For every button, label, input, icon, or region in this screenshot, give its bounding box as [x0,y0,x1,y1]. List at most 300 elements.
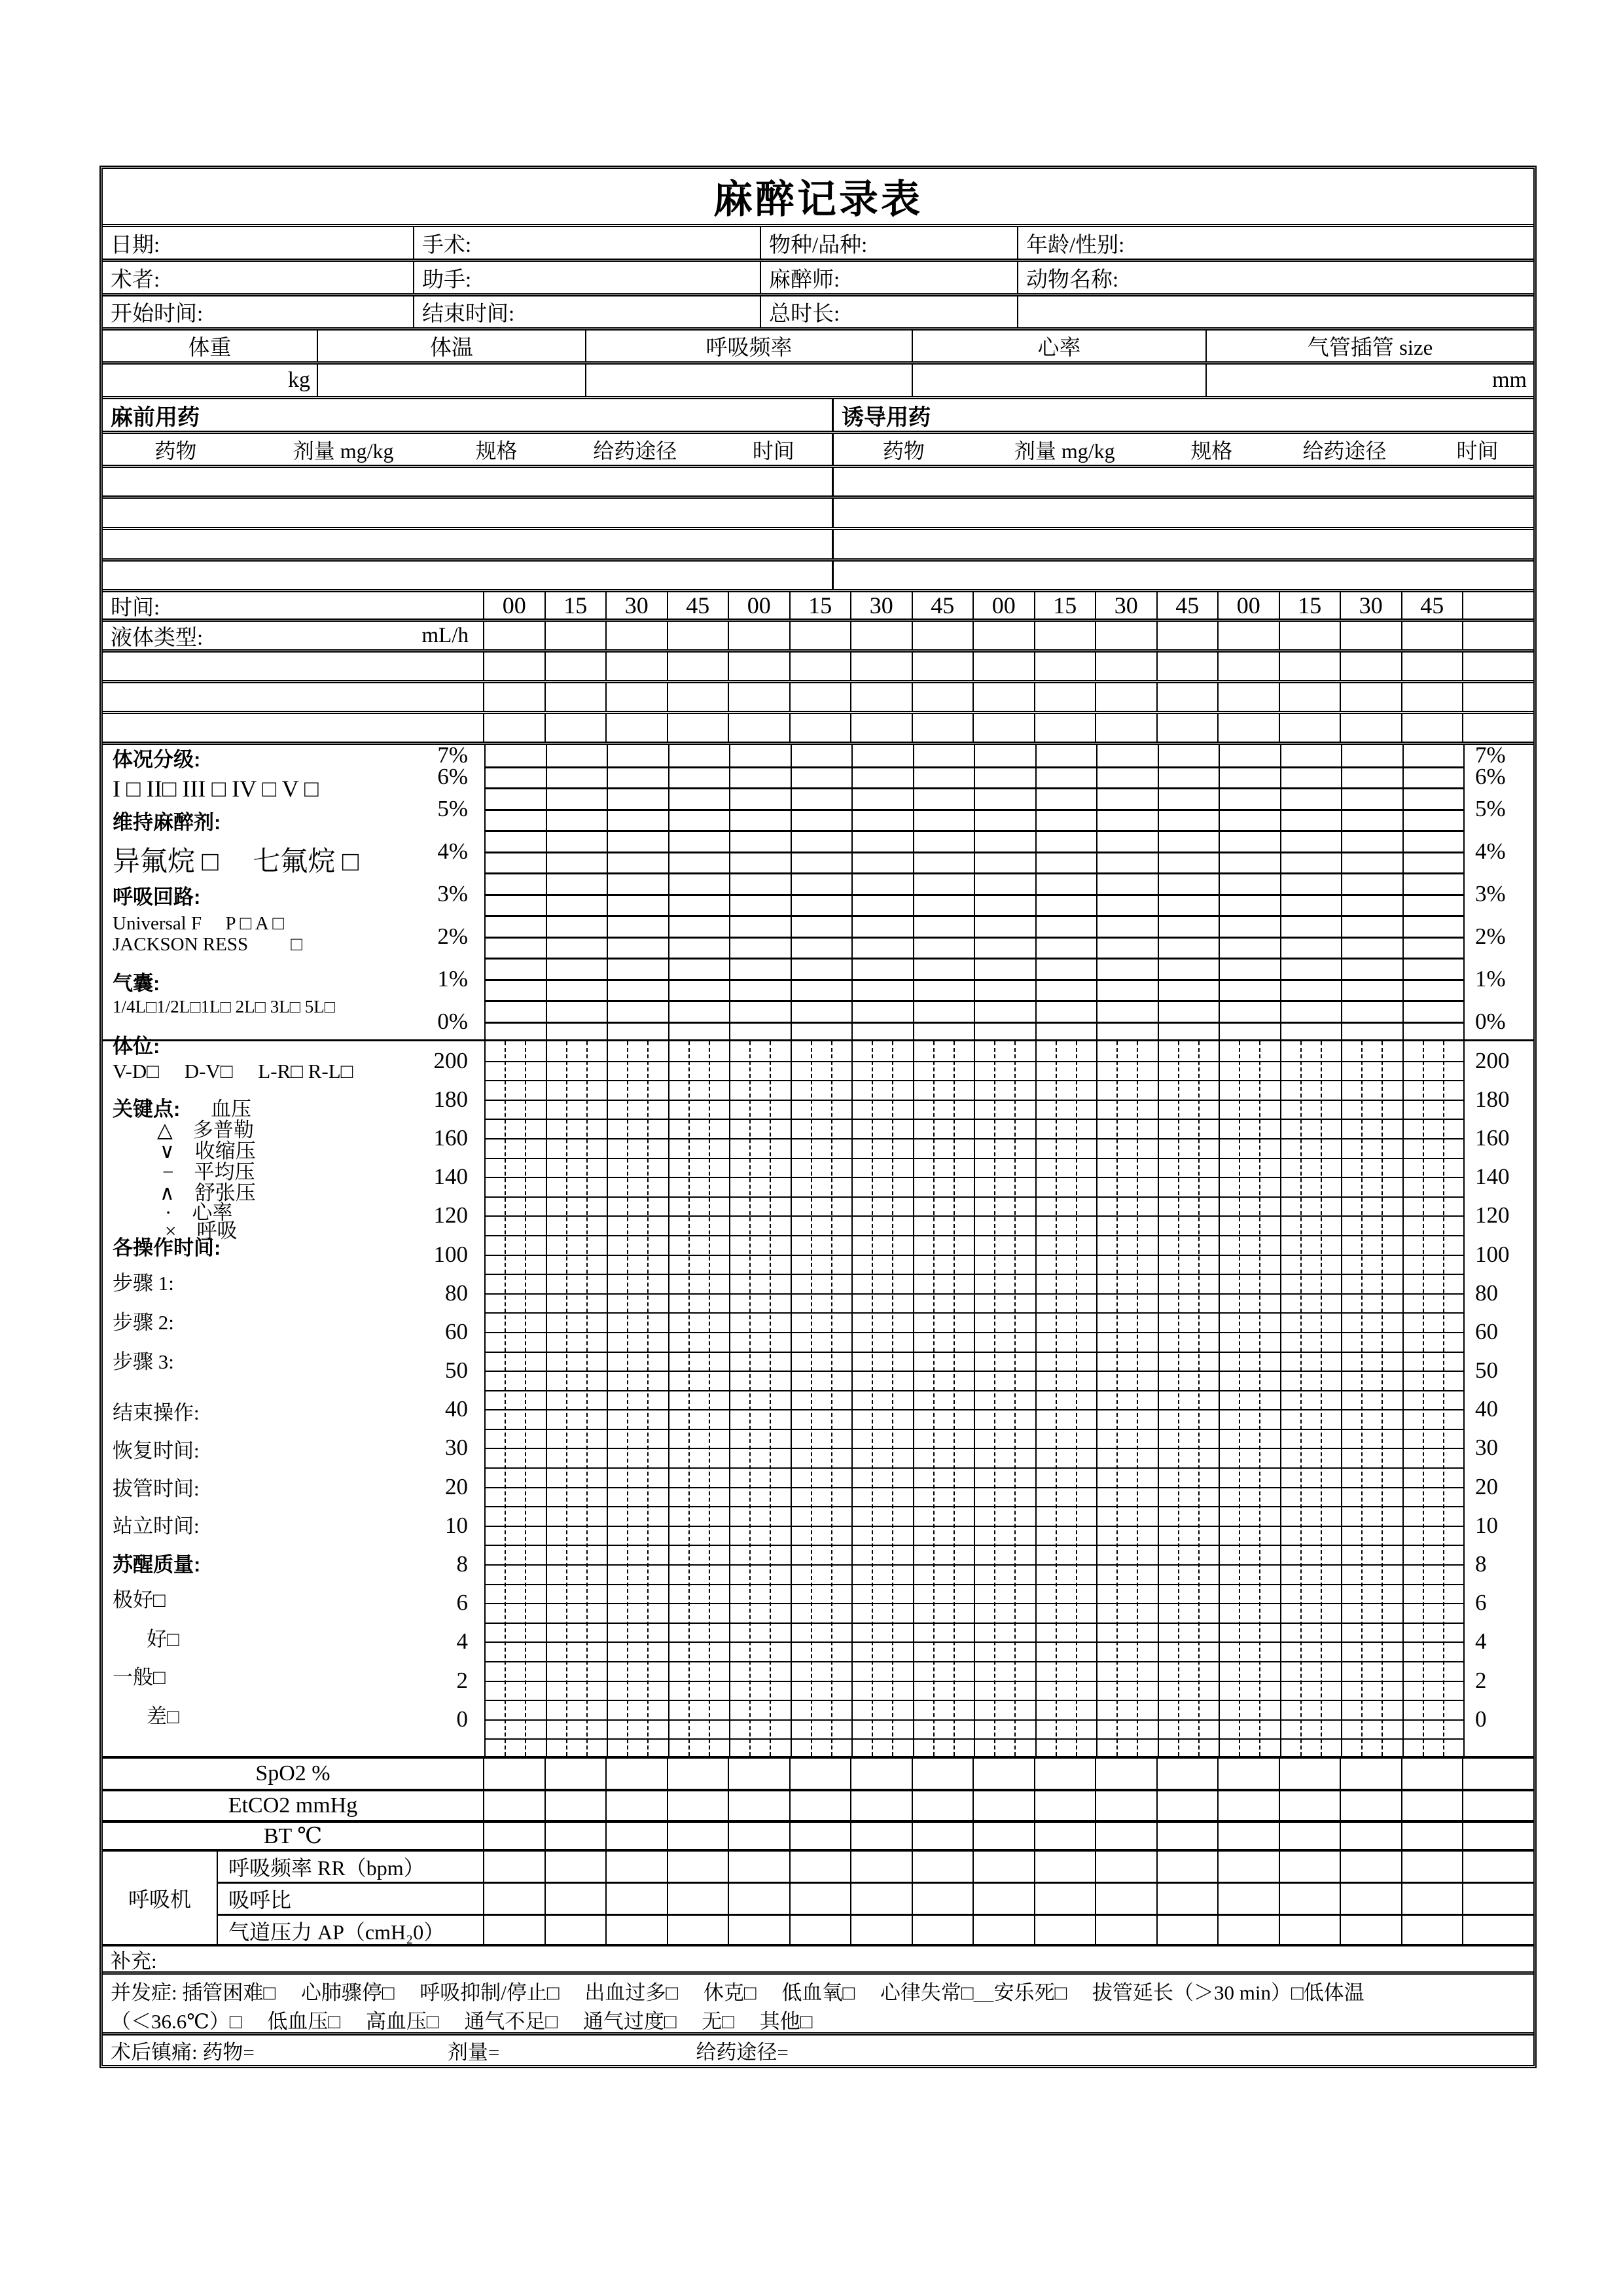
grid-cell[interactable] [791,1823,852,1849]
grid-cell[interactable] [546,714,607,742]
grid-cell[interactable] [1158,622,1219,649]
time-slot-cell[interactable]: 45 [1158,592,1219,619]
grid-cell[interactable] [729,622,791,649]
drug-column-header: 给药途径 [593,439,677,463]
time-slot-cell[interactable]: 45 [913,592,974,619]
postop-analgesia-row [103,2032,1533,2065]
grid-cell[interactable] [1158,1852,1219,1882]
grid-cell[interactable] [974,714,1035,742]
grid-cell[interactable] [974,622,1035,649]
postop-route-label[interactable]: 给药途径= [696,2041,789,2064]
time-slot-cells [484,592,1533,619]
grid-cell[interactable] [729,1791,791,1820]
induction-entry-cell[interactable] [834,562,1533,589]
grid-cell[interactable] [1280,1823,1342,1849]
grid-cell[interactable] [1463,1916,1533,1946]
grid-cell[interactable] [1096,622,1158,649]
grid-cell[interactable] [729,1823,791,1849]
grid-cell[interactable] [974,1916,1035,1946]
grid-cell[interactable] [791,622,852,649]
chart-scale-label: 60 [1475,1318,1498,1344]
sidebar-checkbox-line[interactable]: 1/4L□1/2L□1L□ 2L□ 3L□ 5L□ [113,997,336,1016]
grid-cell[interactable] [1158,1759,1219,1789]
grid-cell[interactable] [1341,683,1402,711]
percent-scale-label: 5% [437,795,468,821]
grid-cell[interactable] [913,622,974,649]
sidebar-checkbox-line[interactable]: JACKSON RESS □ [113,934,302,955]
grid-cell[interactable] [791,1916,852,1946]
grid-cell[interactable] [1402,622,1464,649]
grid-cell[interactable] [1096,1791,1158,1820]
grid-cell[interactable] [1035,1852,1097,1882]
extra-row-cells [484,714,1533,742]
chart-grid-dashed-line [770,1041,771,1756]
premed-entry-cell[interactable] [103,468,834,495]
grid-cell[interactable] [607,622,668,649]
grid-cell[interactable] [1341,1823,1402,1849]
percent-scale-label: 2% [437,923,468,949]
grid-cell[interactable] [1402,1791,1464,1820]
grid-cell[interactable] [546,1791,607,1820]
sidebar-text: 拔管时间: [113,1477,200,1500]
grid-cell[interactable] [546,1884,607,1914]
grid-cell[interactable] [1341,1759,1402,1789]
grid-cell[interactable] [1402,714,1464,742]
grid-cell[interactable] [484,714,546,742]
grid-cell[interactable] [607,1852,668,1882]
drug-subheader-row [103,431,1533,465]
grid-cell[interactable] [1219,622,1280,649]
grid-cell[interactable] [1158,1916,1219,1946]
grid-cell[interactable] [668,1823,730,1849]
premed-entry-cell[interactable] [103,530,834,558]
grid-cell[interactable] [1096,683,1158,711]
left-sidebar-notes [103,742,484,1756]
grid-cell[interactable] [913,653,974,680]
grid-cell[interactable] [1280,1791,1342,1820]
grid-cell[interactable] [1463,622,1533,649]
postop-dose-label[interactable]: 剂量= [447,2041,500,2064]
grid-cell[interactable] [1463,653,1533,680]
chart-grid-column-line [851,1041,853,1756]
chart-grid-dashed-line [1361,1041,1363,1756]
grid-cell[interactable] [1219,714,1280,742]
grid-cell[interactable] [484,622,546,649]
grid-cell[interactable] [1219,683,1280,711]
grid-cell[interactable] [791,1852,852,1882]
time-slot-cell[interactable]: 00 [974,592,1035,619]
grid-cell[interactable] [1158,714,1219,742]
premed-entry-cell[interactable] [103,499,834,527]
grid-cell[interactable] [1158,1823,1219,1849]
grid-cell[interactable] [729,1916,791,1946]
sidebar-checkbox-line[interactable]: 异氟烷 □ 七氟烷 □ [113,847,359,877]
grid-cell[interactable] [1280,653,1342,680]
grid-cell[interactable] [1402,1759,1464,1789]
time-slot-cell[interactable]: 00 [484,592,546,619]
grid-cell[interactable] [1341,653,1402,680]
grid-cell[interactable] [1035,653,1097,680]
grid-cell[interactable] [484,1791,546,1820]
grid-cell[interactable] [729,1884,791,1914]
time-slot-cell[interactable]: 30 [851,592,913,619]
grid-cell[interactable] [791,1759,852,1789]
grid-cell[interactable] [851,1759,913,1789]
grid-cell[interactable] [1096,1823,1158,1849]
grid-cell[interactable] [1035,622,1097,649]
grid-cell[interactable] [1219,653,1280,680]
grid-cell[interactable] [1463,1823,1533,1849]
grid-cell[interactable] [851,1916,913,1946]
sidebar-checkbox-line[interactable]: I □ II□ III □ IV □ V □ [113,776,319,802]
drug-column-header: 时间 [1456,439,1499,463]
grid-cell[interactable] [1463,1791,1533,1820]
grid-cell[interactable] [1219,1852,1280,1882]
grid-cell[interactable] [791,714,852,742]
chart-grid-dashed-line [892,1041,893,1756]
grid-cell[interactable] [791,1884,852,1914]
sidebar-checkbox-line[interactable]: V-D□ D-V□ L-R□ R-L□ [113,1060,353,1083]
chart-grid-dashed-line [1423,1041,1424,1756]
grid-cell[interactable] [1219,1916,1280,1946]
vitals-units-row [103,361,1533,396]
supplement-label[interactable]: 补充: [111,1949,157,1973]
chart-grid-area[interactable] [484,1041,1463,1756]
induction-entry-cell[interactable] [834,530,1533,558]
grid-cell[interactable] [913,714,974,742]
anesthetist-field[interactable]: 麻醉师: [761,262,1018,293]
grid-cell[interactable] [546,1852,607,1882]
grid-cell[interactable] [546,622,607,649]
grid-cell[interactable] [1096,714,1158,742]
extra-row-label-cell[interactable] [103,653,484,680]
total-duration-field[interactable]: 总时长: [761,296,1018,327]
premed-entry-cell[interactable] [103,562,834,589]
grid-cell[interactable] [791,683,852,711]
grid-cell[interactable] [1463,1884,1533,1914]
drug-column-header: 规格 [475,439,518,463]
grid-cell[interactable] [913,1759,974,1789]
grid-cell[interactable] [1219,1791,1280,1820]
time-slot-cell[interactable]: 15 [791,592,852,619]
percent-scale-label: 3% [437,880,468,906]
etco2-label: EtCO2 mmHg [103,1791,484,1820]
grid-cell[interactable] [1035,683,1097,711]
complications-line2[interactable]: （＜36.6℃）□ 低血压□ 高血压□ 通气不足□ 通气过度□ 无□ 其他□ [111,2010,813,2033]
grid-cell[interactable] [1096,1916,1158,1946]
assistant-field[interactable]: 助手: [414,262,761,293]
fluid-type-label-cell[interactable] [103,622,484,649]
grid-cell[interactable] [1341,1791,1402,1820]
chart-scale-label: 100 [433,1241,468,1267]
induction-subheader [834,434,1533,465]
grid-cell[interactable] [729,1759,791,1789]
extra-grid-row [103,711,1533,742]
time-slot-cell[interactable]: 30 [1096,592,1158,619]
bt-row [103,1820,1533,1849]
grid-cell[interactable] [1035,1884,1097,1914]
grid-cell[interactable] [546,683,607,711]
percent-grid-column-line [1219,745,1220,1039]
grid-cell[interactable] [1341,1916,1402,1946]
drug-column-header: 时间 [752,439,794,463]
grid-cell[interactable] [607,714,668,742]
sidebar-checkbox-line[interactable]: Universal F P □ A □ [113,913,284,934]
sidebar-text: − 平均压 [162,1160,255,1183]
animal-name-field[interactable]: 动物名称: [1026,268,1119,292]
weight-header: 体重 [103,331,318,361]
extra-row-label-cell[interactable] [103,714,484,742]
grid-cell[interactable] [607,1759,668,1789]
chart-scale-label: 100 [1475,1241,1510,1267]
sidebar-section-heading: 体位: [113,1035,160,1058]
chart-scale-label: 40 [445,1396,468,1422]
grid-cell[interactable] [851,622,913,649]
grid-cell[interactable] [1158,1884,1219,1914]
grid-cell[interactable] [974,1884,1035,1914]
grid-cell[interactable] [1280,683,1342,711]
grid-cell[interactable] [851,1852,913,1882]
grid-cell[interactable] [1463,1852,1533,1882]
chart-grid-dashed-line [1239,1041,1240,1756]
grid-cell[interactable] [1096,1759,1158,1789]
spo2-cells [484,1759,1533,1789]
info-row3-blank-cell[interactable] [1018,296,1533,327]
grid-cell[interactable] [1096,1884,1158,1914]
grid-cell[interactable] [913,1852,974,1882]
grid-cell[interactable] [607,1823,668,1849]
time-slot-cell[interactable]: 00 [729,592,791,619]
grid-cell[interactable] [607,683,668,711]
grid-cell[interactable] [484,1852,546,1882]
grid-cell[interactable] [851,653,913,680]
grid-cell[interactable] [668,622,730,649]
grid-cell[interactable] [1035,1791,1097,1820]
grid-cell[interactable] [1402,1884,1464,1914]
ventilator-ie-cells [484,1884,1533,1914]
grid-cell[interactable] [668,1884,730,1914]
sidebar-section-heading: 呼吸回路: [113,886,201,908]
heart-rate-value-cell[interactable] [913,365,1207,396]
drug-row [103,495,1533,527]
surgery-field[interactable]: 手术: [414,227,761,259]
grid-cell[interactable] [1035,1759,1097,1789]
grid-cell[interactable] [484,1916,546,1946]
grid-cell[interactable] [1219,1759,1280,1789]
grid-cell[interactable] [484,653,546,680]
postop-drug-label[interactable]: 术后镇痛: 药物= [111,2041,255,2064]
grid-cell[interactable] [607,653,668,680]
grid-cell[interactable] [1158,683,1219,711]
grid-cell[interactable] [607,1884,668,1914]
date-field[interactable]: 日期: [103,227,414,259]
grid-cell[interactable] [1280,1884,1342,1914]
grid-cell[interactable] [484,1884,546,1914]
grid-cell[interactable] [1341,1852,1402,1882]
grid-cell[interactable] [1402,1916,1464,1946]
temperature-value-cell[interactable] [318,365,586,396]
grid-cell[interactable] [1280,1759,1342,1789]
grid-cell[interactable] [851,714,913,742]
induction-entry-cell[interactable] [834,468,1533,495]
grid-cell[interactable] [729,683,791,711]
grid-cell[interactable] [668,653,730,680]
grid-cell[interactable] [851,1791,913,1820]
percent-scale-label: 2% [1475,923,1506,949]
age-sex-field[interactable]: 年龄/性别: [1026,233,1125,257]
grid-cell[interactable] [1280,1916,1342,1946]
grid-cell[interactable] [729,1852,791,1882]
ventilator-rr-label: 呼吸频率 RR（bpm） [218,1852,484,1882]
chart-scale-label: 10 [445,1512,468,1538]
grid-cell[interactable] [1402,683,1464,711]
grid-cell[interactable] [668,683,730,711]
surgeon-field[interactable]: 术者: [103,262,414,293]
time-slot-cell[interactable] [1463,592,1533,619]
grid-cell[interactable] [1341,1884,1402,1914]
grid-cell[interactable] [1341,714,1402,742]
sidebar-section-heading: 各操作时间: [113,1236,221,1259]
chart-grid-column-line [913,1041,914,1756]
grid-cell[interactable] [1035,1916,1097,1946]
sidebar-text: △ 多普勒 [157,1119,254,1141]
grid-cell[interactable] [729,714,791,742]
grid-cell[interactable] [974,1823,1035,1849]
sidebar-text: ∧ 舒张压 [160,1181,256,1204]
chart-scale-label: 50 [1475,1357,1498,1384]
sidebar-checkbox-line[interactable]: 极好□ [113,1588,166,1611]
grid-cell[interactable] [851,1823,913,1849]
grid-cell[interactable] [1219,1884,1280,1914]
grid-cell[interactable] [546,1823,607,1849]
grid-cell[interactable] [913,683,974,711]
sidebar-checkbox-line[interactable]: 好□ [147,1628,179,1651]
grid-cell[interactable] [974,1759,1035,1789]
grid-cell[interactable] [607,1791,668,1820]
complications-text[interactable] [103,1975,1364,2036]
grid-cell[interactable] [668,1791,730,1820]
grid-cell[interactable] [1463,714,1533,742]
grid-cell[interactable] [1096,653,1158,680]
ventilator-rr-cells [484,1852,1533,1882]
grid-cell[interactable] [546,1916,607,1946]
grid-cell[interactable] [1463,1759,1533,1789]
bt-label: BT ℃ [103,1823,484,1849]
induction-entry-cell[interactable] [834,499,1533,527]
fluid-cells [484,622,1533,649]
grid-cell[interactable] [668,1852,730,1882]
chart-scale-label: 4 [456,1628,468,1655]
chart-scale-label: 30 [1475,1435,1498,1461]
time-slot-cell[interactable]: 30 [607,592,668,619]
time-slot-cell[interactable]: 00 [1219,592,1280,619]
grid-cell[interactable] [1035,714,1097,742]
grid-cell[interactable] [1341,622,1402,649]
grid-cell[interactable] [1035,1823,1097,1849]
chart-grid-column-line [791,1041,792,1756]
respiratory-rate-header: 呼吸频率 [586,331,913,361]
start-time-field[interactable]: 开始时间: [103,296,414,327]
grid-cell[interactable] [1219,1823,1280,1849]
grid-cell[interactable] [668,1916,730,1946]
grid-cell[interactable] [913,1791,974,1820]
grid-cell[interactable] [484,1759,546,1789]
grid-cell[interactable] [1158,1791,1219,1820]
species-field[interactable]: 物种/品种: [761,227,1018,259]
grid-cell[interactable] [729,653,791,680]
chart-grid-dashed-line [1076,1041,1077,1756]
time-slot-cell[interactable]: 15 [546,592,607,619]
et-tube-mm-cell[interactable]: mm [1492,368,1527,392]
grid-cell[interactable] [851,1884,913,1914]
time-slot-cell[interactable]: 45 [1402,592,1464,619]
grid-cell[interactable] [484,1823,546,1849]
grid-cell[interactable] [913,1916,974,1946]
grid-cell[interactable] [974,1791,1035,1820]
grid-cell[interactable] [913,1823,974,1849]
time-slot-cell[interactable]: 15 [1035,592,1097,619]
grid-cell[interactable] [484,683,546,711]
respiratory-rate-value-cell[interactable] [586,365,913,396]
ventilator-ap-label: 气道压力 AP（cmH₂0） [218,1916,484,1946]
grid-cell[interactable] [1096,1852,1158,1882]
grid-cell[interactable] [974,653,1035,680]
sidebar-checkbox-line[interactable]: 一般□ [113,1666,166,1689]
grid-cell[interactable] [1402,653,1464,680]
sidebar-section-heading: 维持麻醉剂: [113,811,221,834]
spo2-row [103,1756,1533,1789]
grid-cell[interactable] [1158,653,1219,680]
end-time-field[interactable]: 结束时间: [414,296,761,327]
time-slot-cell[interactable]: 15 [1280,592,1342,619]
grid-cell[interactable] [1280,714,1342,742]
sidebar-text: 站立时间: [113,1515,200,1537]
grid-cell[interactable] [1280,622,1342,649]
time-slot-cell[interactable]: 45 [668,592,730,619]
vitals-header-row [103,327,1533,361]
grid-cell[interactable] [1402,1823,1464,1849]
grid-cell[interactable] [791,653,852,680]
grid-cell[interactable] [546,1759,607,1789]
weight-kg-cell[interactable]: kg [103,365,318,396]
chart-grid-column-line [974,1041,975,1756]
grid-cell[interactable] [668,1759,730,1789]
extra-row-label-cell[interactable] [103,683,484,711]
chart-scale-label: 10 [1475,1512,1498,1538]
percent-grid-column-line [974,745,975,1039]
chart-grid-column-line [1219,1041,1220,1756]
grid-cell[interactable] [851,683,913,711]
time-slot-cell[interactable]: 30 [1341,592,1402,619]
grid-cell[interactable] [974,1852,1035,1882]
grid-cell[interactable] [607,1916,668,1946]
complications-line1[interactable]: 并发症: 插管困难□ 心肺骤停□ 呼吸抑制/停止□ 出血过多□ 休克□ 低血氧□ 心律失常□＿安乐死□ 拔管延长（＞30 min）□低体温 [111,1981,1364,2004]
sidebar-text: ∨ 收缩压 [160,1139,256,1162]
grid-cell[interactable] [974,683,1035,711]
grid-cell[interactable] [1402,1852,1464,1882]
grid-cell[interactable] [546,653,607,680]
sidebar-checkbox-line[interactable]: 差□ [147,1705,179,1728]
grid-cell[interactable] [668,714,730,742]
percent-grid-column-line [791,745,792,1039]
grid-cell[interactable] [1463,683,1533,711]
grid-cell[interactable] [1280,1852,1342,1882]
grid-cell[interactable] [791,1791,852,1820]
complications-row [103,1971,1533,2032]
chart-scale-label: 6 [1475,1590,1487,1616]
percent-grid-area[interactable] [484,745,1463,1039]
grid-cell[interactable] [913,1884,974,1914]
